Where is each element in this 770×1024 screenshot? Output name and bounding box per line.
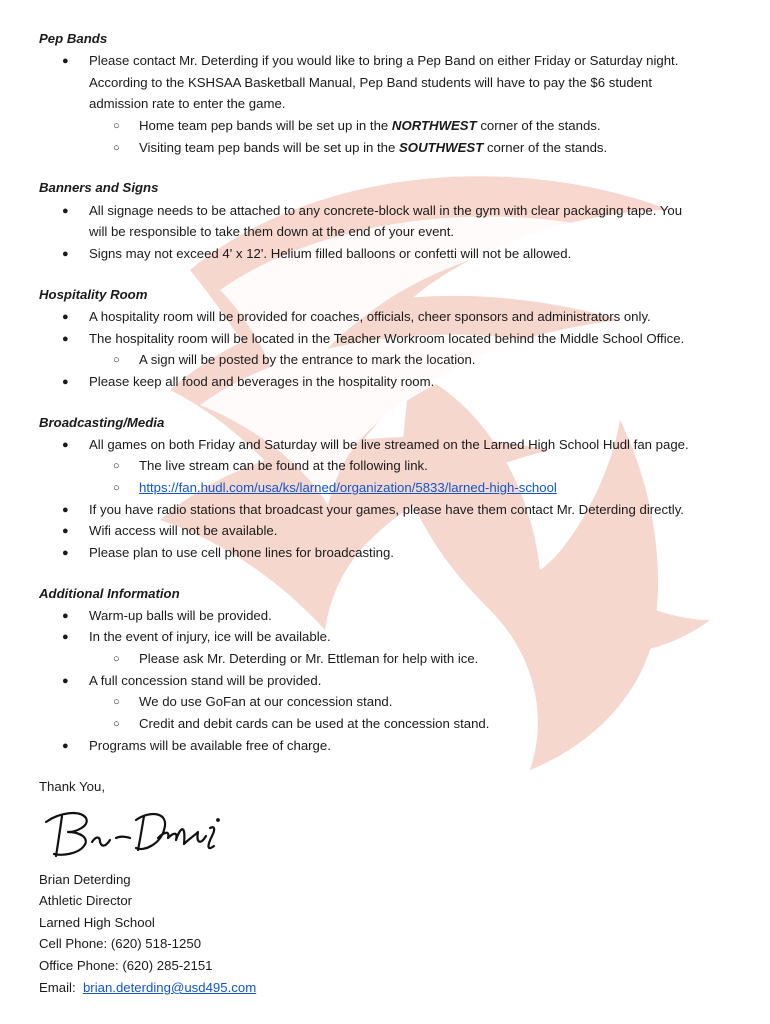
signage-line2: will be responsible to take them down at the end of your event. [89,224,455,239]
sub-bullet-icon: ○ [113,460,120,472]
additional-heading: Additional Information [39,586,180,601]
bullet-icon: ● [62,610,69,622]
livestream-item: All games on both Friday and Saturday will be live streamed on the Larned High School Hudl fan page. [89,437,689,452]
livestream-sub-item: The live stream can be found at the following link. [139,458,428,473]
ice-sub-item: Please ask Mr. Deterding or Mr. Ettleman for help with ice. [139,651,479,666]
bullet-icon: ● [62,333,69,345]
school-name: Larned High School [39,915,155,930]
email-label: Email: [39,980,83,995]
bullet-icon: ● [62,504,69,516]
bullet-icon: ● [62,55,69,67]
pep-band-contact-line3: admission rate to enter the game. [89,96,286,111]
bullet-icon: ● [62,525,69,537]
sub-bullet-icon: ○ [113,653,120,665]
programs-item: Programs will be available free of charge. [89,738,331,753]
signature-image [40,802,225,864]
cell-lines-item: Please plan to use cell phone lines for broadcasting. [89,545,394,560]
hospitality-item-2: The hospitality room will be located in the Teacher Workroom located behind the Middle School Office. [89,331,685,346]
email-line [39,978,256,998]
hospitality-item-3: Please keep all food and beverages in the hospitality room. [89,374,435,389]
bullet-icon: ● [62,311,69,323]
signer-title: Athletic Director [39,893,133,908]
sub-bullet-icon: ○ [113,354,120,366]
bullet-icon: ● [62,675,69,687]
bullet-icon: ● [62,740,69,752]
sub-bullet-icon: ○ [113,718,120,730]
bullet-icon: ● [62,248,69,260]
office-phone: Office Phone: (620) 285-2151 [39,958,213,973]
concession-item: A full concession stand will be provided. [89,673,322,688]
signer-name: Brian Deterding [39,872,131,887]
thank-you-text: Thank You, [39,779,105,794]
pep-band-contact-line1: Please contact Mr. Deterding if you would like to bring a Pep Band on either Friday or Saturday night. [89,53,679,68]
visiting-pep-band-item: Visiting team pep bands will be set up in the SOUTHWEST corner of the stands. [139,140,608,155]
signage-line1: All signage needs to be attached to any concrete-block wall in the gym with clear packaging tape. You [89,203,683,218]
cell-phone: Cell Phone: (620) 518-1250 [39,936,202,951]
hospitality-heading: Hospitality Room [39,287,148,302]
broadcasting-heading: Broadcasting/Media [39,415,165,430]
sub-bullet-icon: ○ [113,482,120,494]
bullet-icon: ● [62,205,69,217]
bullet-icon: ● [62,631,69,643]
hudl-link[interactable]: https://fan.hudl.com/usa/ks/larned/organization/5833/larned-high-school [139,480,557,495]
email-link[interactable]: brian.deterding@usd495.com [82,980,257,995]
gofan-sub-item: We do use GoFan at our concession stand. [139,694,393,709]
hospitality-item-1: A hospitality room will be provided for coaches, officials, cheer sponsors and administrators only. [89,309,651,324]
bullet-icon: ● [62,547,69,559]
radio-item: If you have radio stations that broadcast your games, please have them contact Mr. Deterding directly. [89,502,684,517]
bullet-icon: ● [62,376,69,388]
sign-size-item: Signs may not exceed 4' x 12'. Helium filled balloons or confetti will not be allowed. [89,246,572,261]
bullet-icon: ● [62,439,69,451]
warmup-item: Warm-up balls will be provided. [89,608,272,623]
home-pep-band-item: Home team pep bands will be set up in the NORTHWEST corner of the stands. [139,118,601,133]
injury-item: In the event of injury, ice will be available. [89,629,331,644]
banners-heading: Banners and Signs [39,180,159,195]
wifi-item: Wifi access will not be available. [89,523,278,538]
pep-band-contact-line2: According to the KSHSAA Basketball Manual, Pep Band students will have to pay the $6 student [89,75,653,90]
sub-bullet-icon: ○ [113,120,120,132]
sub-bullet-icon: ○ [113,142,120,154]
hospitality-sub-item: A sign will be posted by the entrance to mark the location. [139,352,476,367]
pep-bands-heading: Pep Bands [39,31,108,46]
cards-sub-item: Credit and debit cards can be used at the concession stand. [139,716,490,731]
sub-bullet-icon: ○ [113,696,120,708]
